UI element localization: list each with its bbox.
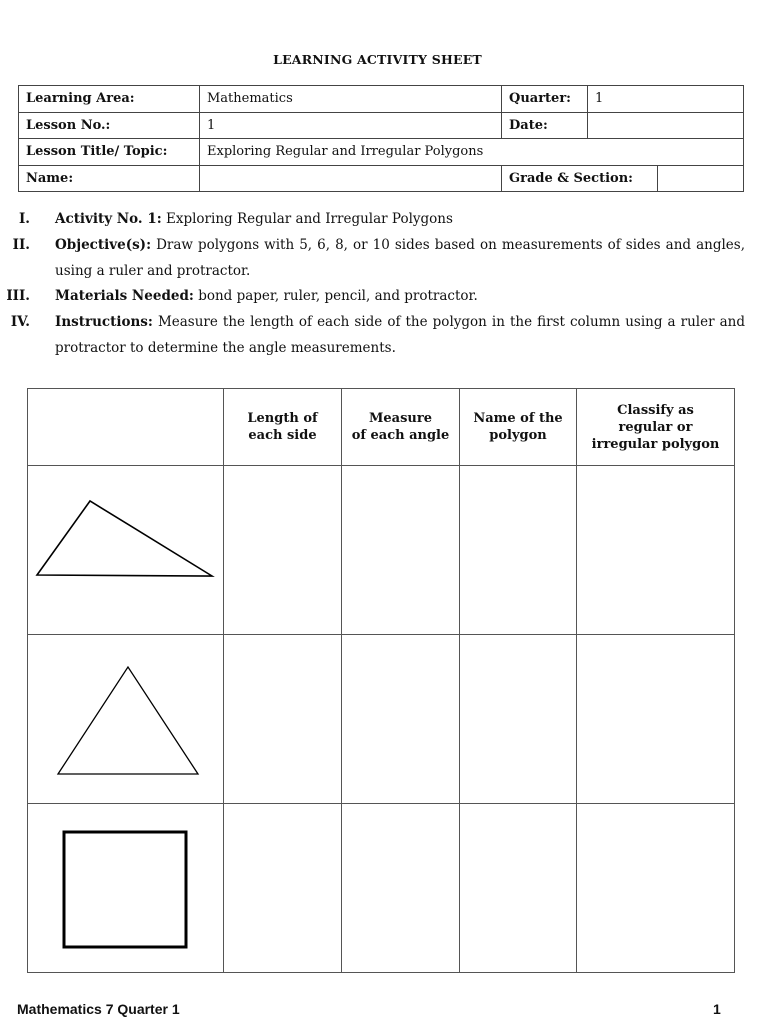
lesson-title-label: Lesson Title/ Topic: (19, 139, 200, 166)
sheet-title: LEARNING ACTIVITY SHEET (273, 52, 482, 67)
table-header-length (224, 389, 342, 466)
answer-cell-classify[interactable] (577, 466, 735, 635)
info-row-learning-area (19, 86, 744, 113)
lesson-no-value: 1 (200, 112, 502, 139)
date-label: Date: (502, 112, 588, 139)
header-text: Measure of each angle (351, 411, 450, 443)
table-header-angle (342, 389, 460, 466)
answer-cell-length[interactable] (224, 635, 342, 804)
table-header-classify (577, 389, 735, 466)
info-table (18, 85, 744, 192)
table-row (28, 804, 735, 973)
answer-cell-length[interactable] (224, 804, 342, 973)
quarter-value: 1 (588, 86, 744, 113)
item-number: I. (18, 211, 30, 227)
grade-section-label: Grade & Section: (502, 165, 658, 192)
square-icon (28, 804, 223, 972)
triangle-icon (28, 635, 223, 803)
table-row (28, 466, 735, 635)
shape-cell (28, 635, 224, 804)
lesson-no-label: Lesson No.: (19, 112, 200, 139)
learning-area-value: Mathematics (200, 86, 502, 113)
activity-table (27, 388, 735, 973)
info-row-lesson-no (19, 112, 744, 139)
item-text: Draw polygons with 5, 6, 8, or 10 sides based on measurements of sides and angles, using a ruler and protractor. (55, 237, 745, 279)
answer-cell-name[interactable] (460, 466, 577, 635)
grade-section-field[interactable] (658, 165, 744, 192)
header-text: Length of each side (247, 411, 318, 443)
answer-cell-angle[interactable] (342, 466, 460, 635)
item-text: Measure the length of each side of the polygon in the first column using a ruler and protractor to determine the angle measurements. (55, 314, 745, 356)
item-number: IV. (10, 314, 30, 330)
table-row (28, 635, 735, 804)
header-text: Classify as regular or irregular polygon (591, 402, 720, 452)
answer-cell-classify[interactable] (577, 804, 735, 973)
footer-course: Mathematics 7 Quarter 1 (17, 1001, 180, 1017)
table-header-shape (28, 389, 224, 466)
item-text: bond paper, ruler, pencil, and protractor. (193, 288, 478, 304)
header-text: Name of the polygon (473, 411, 563, 443)
info-row-name (19, 165, 744, 192)
info-row-lesson-title (19, 139, 744, 166)
shape-cell (28, 466, 224, 635)
item-label: Activity No. 1: (55, 211, 162, 227)
item-number: II. (12, 237, 30, 253)
lesson-title-value: Exploring Regular and Irregular Polygons (200, 139, 744, 166)
date-field[interactable] (588, 112, 744, 139)
answer-cell-name[interactable] (460, 635, 577, 804)
answer-cell-name[interactable] (460, 804, 577, 973)
table-header-row (28, 389, 735, 466)
answer-cell-length[interactable] (224, 466, 342, 635)
item-label: Materials Needed: (55, 288, 194, 304)
name-label: Name: (19, 165, 200, 192)
answer-cell-classify[interactable] (577, 635, 735, 804)
item-number: III. (6, 288, 30, 304)
item-label: Objective(s): (55, 237, 152, 253)
table-header-name (460, 389, 577, 466)
page-number: 1 (713, 1001, 721, 1017)
triangle-icon (28, 466, 223, 634)
answer-cell-angle[interactable] (342, 635, 460, 804)
item-text: Exploring Regular and Irregular Polygons (161, 211, 453, 227)
item-label: Instructions: (55, 314, 153, 330)
name-field[interactable] (200, 165, 502, 192)
answer-cell-angle[interactable] (342, 804, 460, 973)
quarter-label: Quarter: (502, 86, 588, 113)
learning-area-label: Learning Area: (19, 86, 200, 113)
shape-cell (28, 804, 224, 973)
